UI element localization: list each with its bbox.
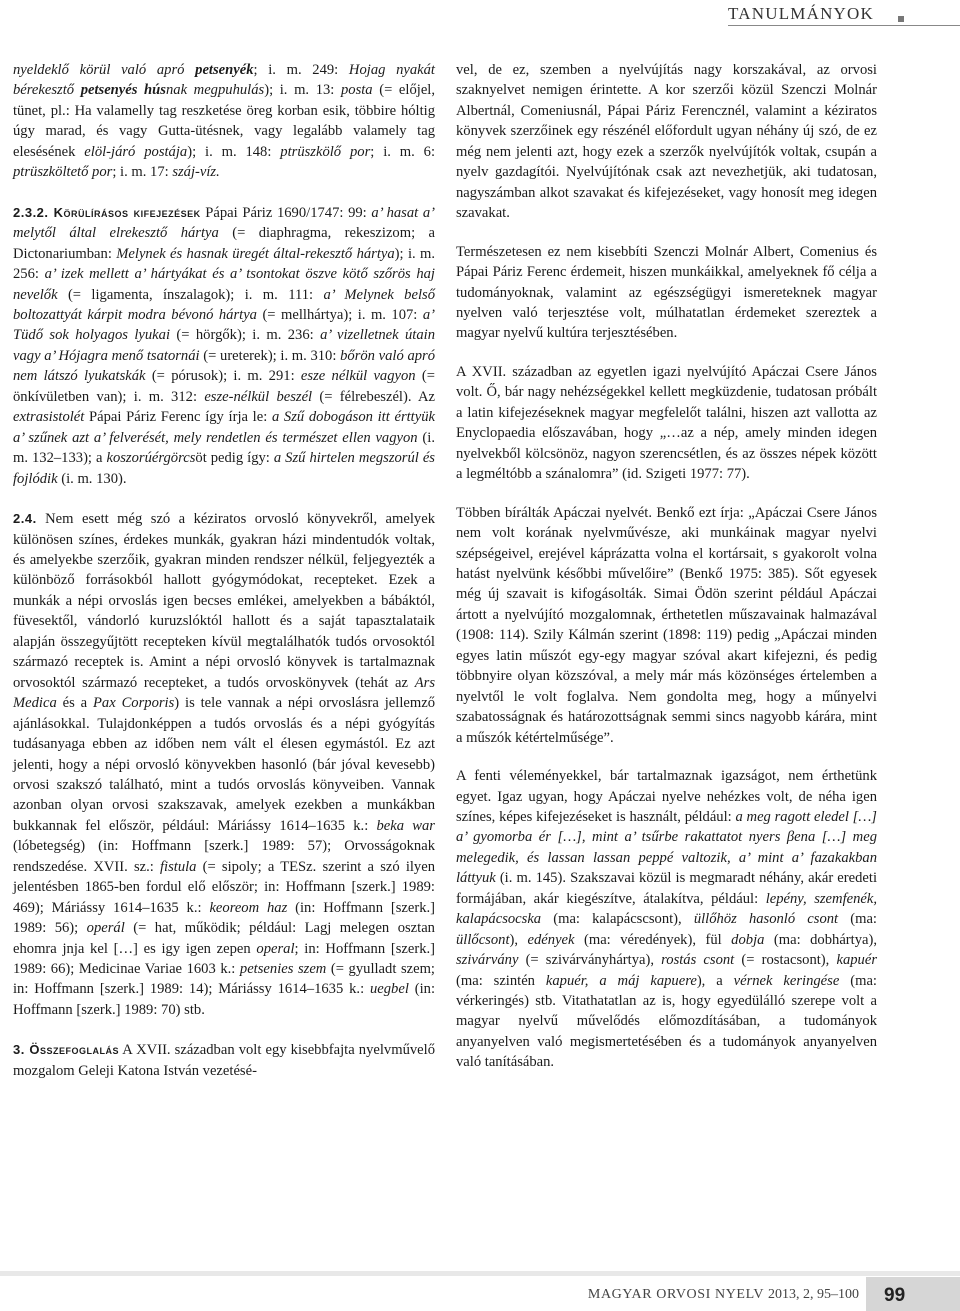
paragraph-right-1 (456, 60, 877, 224)
italic-term: fistula (159, 858, 197, 875)
italic-term: a meg ragott eledel […] a’ gyomorba ér […], mint a’ tsűrbe rakattatot nyers βena […] meg melegedik, és lassan lassan peppé valtozik, a’ mint a’ fazakakban láttyuk (456, 808, 877, 887)
text-run: (ma: véredények), fül (574, 931, 732, 948)
text-run: (i. m. 145). Szakszavai közül is megmaradt néhány, akár eredeti formájában, akár kiegészítve, átalakítva, például: (456, 870, 877, 907)
left-column (13, 60, 435, 1081)
italic-term: a Szű hirtelen megszorúl és fojlódik (13, 450, 435, 487)
italic-term: uegbel (369, 981, 409, 998)
italic-term: elöl-járó postája (84, 143, 188, 160)
paragraph-right-3 (456, 362, 877, 485)
text-run: (ma: szintén (456, 972, 546, 989)
text-run: (= ligamenta, ínszalagok); i. m. 111: (57, 286, 324, 303)
italic-term: ptrüszköltető por (13, 164, 113, 181)
text-run: ; in: Hoffmann [szerk.] 1989: 66); Medicinae Variae 1603 k.: (13, 940, 435, 978)
italic-term: koszorúérgörcs (106, 450, 196, 467)
bold-italic-term: petsenyék (195, 62, 254, 78)
text-run: (ma: kalapácscsont), (541, 911, 694, 928)
text-run: A XVII. században az egyetlen igazi nyelvújító Apáczai Csere János volt. Ő, bár nagy nehézségekkel kellett megküzdenie, tudatosan próbált a latin kifejezéseknek magyar megfelelőt találni, hiszen azt vallotta az Enyclopaedia előszavában, hogy „…az a nép, amely minden idegen nyelvekből kölcsönöz, nagyon szerencsétlen, és az összes népek között a legméltóbb a szánalomra” (id. Szigeti 1977: 77). (456, 363, 877, 483)
text-run: (= félrebeszél). Az (312, 388, 435, 405)
italic-term: kapuér (836, 952, 877, 969)
section-heading: 2.4. (13, 511, 37, 527)
text-run: ); i. m. 256: (13, 245, 435, 283)
text-run: (in: Hoffmann [szerk.] 1989: 70) stb. (13, 981, 436, 1018)
text-run: (= ureterek); i. m. 310: (199, 347, 341, 364)
running-header (726, 0, 960, 30)
italic-term: a Szű dobogáson itt érttyük a’ szűnek azt a’ felverését, mely rendetlen és természet ellen vagyon (13, 409, 435, 446)
italic-term: operal (256, 940, 295, 957)
text-run: (in: Hoffmann [szerk.] 1989: 56); (13, 899, 436, 937)
text-run: (= gyulladt szem; in: Hoffmann [szerk.] 1989: 14); Máriássy 1614–1635 k.: (13, 961, 435, 998)
italic-term: edények (527, 931, 575, 948)
text-run: (= hörgők); i. m. 236: (170, 327, 321, 344)
right-column (456, 60, 877, 1073)
italic-term: bőrön való apró nem látszó lyukatskák (13, 347, 436, 385)
italic-term: Ars Medica (13, 674, 435, 712)
text-run: ), (509, 931, 528, 948)
italic-term: esze-nélkül beszél (204, 388, 313, 405)
header-square-ornament (898, 16, 904, 22)
paragraph-section-2-3-2 (13, 203, 435, 489)
footer-citation (588, 1287, 859, 1303)
text-run: (ma: (838, 911, 877, 928)
italic-term: üllőcsont (456, 931, 510, 948)
paragraph-continuation (13, 60, 435, 183)
italic-term: Hojag nyakát bérekesztő (13, 62, 435, 99)
italic-term: operál (86, 920, 125, 937)
italic-term: beka war (376, 817, 435, 834)
italic-term: rostás csont (661, 952, 735, 969)
text-run: vel, de ez, szemben a nyelvújítás nagy korszakával, az orvosi szaknyelvet nemigen érintette. A kor szerzői közül Szenczi Molnár Albertnál, Comeniusnál, Pápai Páriz Ferencznél, valamint a kéziratos könyvek szerzőinek egy részénél előfordult ugyan néhány új szó, de ez még nem jelenti azt, hogy ezek a szerzők nyelvújítók voltak, csupán a nyelv gazdagítói. Nyelvújítónak csak azt nevezhetjük, aki tudatosan, nagyszámban alkot szavakat és kifejezéseket, vagy honosít meg idegen szavakat. (456, 62, 877, 222)
text-run: (ma: dobhártya), (764, 931, 877, 948)
text-run: Pápai Páriz Ferenc így írja le: (84, 409, 272, 426)
italic-term: dobja (731, 931, 765, 948)
bold-italic-term: petsenyés hús (80, 82, 166, 99)
text-run: A XVII. században volt egy kisebbfajta nyelvművelő mozgalom Geleji Katona István vezetésé- (13, 1042, 435, 1079)
text-run: ; i. m. 249: (253, 62, 349, 78)
paragraph-right-5 (456, 766, 877, 1073)
page-number: 99 (884, 1285, 906, 1306)
footer-bar (0, 1271, 960, 1276)
italic-term: ptrüszkölő por (280, 143, 371, 160)
text-run: ); i. m. 13: (264, 82, 341, 99)
italic-term: üllőhöz hasonló csont (693, 911, 839, 928)
italic-term: szivárvány (456, 952, 519, 969)
italic-term: a’ Tüdő sok holyagos lyukai (13, 306, 435, 344)
text-run: ; i. m. 17: (112, 164, 173, 181)
italic-term: kapuér, a máj kapuere (545, 972, 697, 989)
text-run: öt pedig így: (195, 450, 274, 467)
text-run: (i. m. 132–133); a (13, 429, 435, 467)
text-run: Többen bírálták Apáczai nyelvét. Benkő ezt írja: „Apáczai Csere János nem volt korának nyelvművésze, aki munkáinak magyar nyelvi szépségeivel, erejével káprázatta volna el kortársait, s gyakorolt volna hatást nyelvünk későbbi művelőire” (Benkő 1975: 385). Sőt egyesek még új szavait is kifogásolták. Simai Ödön szerint például Apáczai ártott a nyelvújító mozgalomnak, érthetetlen műszavainak halmazával (1908: 114). Szily Kálmán szerint (1898: 119) pedig „Apáczai minden egyes latin műszót egy-egy magyar szóval akart kifejezni, és pedig többnyire olyan közszóval, a mely már más közönséges értelemben a nyelvtől le volt foglalva. Nem gondolta meg, hogy a műnyelvi szabatosságnak és határozottságnak semmi sincs nagyobb kárára, mint a műszók kétértelműsége”. (456, 504, 877, 746)
journal-name: MAGYAR ORVOSI NYELV (587, 1287, 764, 1302)
text-run: (ma: vérkeringés) stb. Vitathatatlan az is, hogy egyedülálló szerepe volt a magyar nyelvű művelődés előmozdításában, a tudományok anyanyelven való megismertetésében és a tudományok anyanyelven való tanításában. (456, 972, 877, 1071)
paragraph-section-2-4 (13, 509, 435, 1020)
text-run: Természetesen ez nem kisebbíti Szenczi Molnár Albert, Comenius és Pápai Páriz Ferenc érdemeit, hiszen munkáikkal, amelyeknek fő célja a tudományoknak, valamint az egészségügyi ismereteknek magyar nyelven való terjesztése volt, múlhatatlan érdemeket szereztek a magyar nyelvű kultúra terjesztésében. (456, 243, 877, 342)
page-footer (0, 1271, 960, 1311)
section-label: TANULMÁNYOK (728, 4, 874, 23)
text-run: (i. m. 130). (57, 470, 127, 487)
text-run: ) is tele vannak a népi orvoslásra jellemző ajánlásokkal. Tulajdonképpen a tudós orvoslás és a népi gyógyítás tudásanyaga ebben az időben nem vált el élesen egymástól. Ez azt jelenti, hogy a népi orvosló könyvekben hasonló (bár jóval kevesebb) orvosi szakszó található, mint a tudós orvoslás könyveiben. Vannak azonban olyan orvosi szakszavak, amelyek ezekben a munkákban bukkannak fel először, például: Máriássy 1614–1635 k.: (13, 695, 435, 834)
text-run: ), a (696, 972, 734, 989)
text-run: (= hat, működik; például: Lagj melegen osztan ehomra jnja kel […] es igy igen zepen (13, 920, 435, 957)
italic-term: a’ vizelletnek útain vagy a’ Hójagra menő tsatornái (13, 327, 435, 364)
issue-pages: 2013, 2, 95–100 (768, 1287, 859, 1302)
italic-term: posta (340, 82, 373, 99)
text-run: és a (56, 695, 94, 712)
text-run: (= előjel, tünet, pl.: Ha valamelly tag reszketése öreg korban esik, többire hóltig úgy marad, és vagy Gutta-ütésnek, vagy legalább valamely tag elesésének (13, 82, 435, 160)
italic-term: a’ izek mellett a’ hártyákat és a’ tsontokat öszve kötő szőrös haj nevelők (13, 266, 435, 303)
header-rule (728, 25, 960, 26)
italic-term: extrasistolét (13, 409, 85, 426)
section-heading: 2.3.2. Körülírásos kifejezések (13, 204, 201, 220)
italic-term: lepény, szemfenék, kalapácsocska (456, 890, 877, 928)
text-run: (= rostacsont), (734, 952, 837, 969)
italic-term: petsenies szem (239, 961, 327, 978)
text-run: Nem esett még szó a kéziratos orvosló könyvekről, amelyek különösen színes, érdekes munkák, gyakran házi mindentudók voltak, és amelyekbe szerzőik, gyakran minden rendszer nélkül, feljegyezték a különböző forrásokból hallott gyógymódokat, recepteket. Ezek a munkák a népi orvoslás igen becses emlékei, amelyekben a bábáktól, füvesektől, vándorló kuruzslóktól hallott és a saját tapasztalataik alapján összegyűjtött recepteken kívül megtalálhatók tudós orvosoktól származó receptek is. Amint a népi orvosló könyvek is tartalmaznak orvosoktól származó recepteket, a tudós orvoskönyvek (tehát az (13, 511, 435, 691)
italic-term: a’ Melynek belső boltozattyát kárpit modra bévonó hártya (13, 286, 435, 323)
italic-term: esze nélkül vagyon (300, 368, 416, 385)
text-run: (= szivárványhártya), (518, 952, 662, 969)
paragraph-section-3 (13, 1040, 435, 1081)
paragraph-right-2 (456, 242, 877, 344)
text-run: (lóbetegség) (in: Hoffmann [szerk.] 1989: 57); Orvosságoknak rendszedése. XVII. sz.: (13, 838, 435, 875)
text-run: (= pórusok); i. m. 291: (145, 368, 301, 385)
paragraph-right-4 (456, 503, 877, 748)
text-run: (= sipoly; a TESz. szerint a szó ilyen jelentésben 1865-ben fordul elő először; in: Hoffmann [szerk.] 1989: 469); Máriássy 1614–1635 k.: (13, 858, 435, 916)
italic-term: száj-víz. (172, 164, 220, 181)
text-run: (= mellhártya); i. m. 107: (256, 306, 423, 323)
italic-term: nak megpuhulás (165, 82, 265, 99)
italic-term: vérnek keringése (733, 972, 840, 989)
text-run: (= önkívületben van); i. m. 312: (13, 368, 435, 405)
text-run: (= diaphragma, rekeszizom; a Dictonariumban: (13, 225, 435, 262)
italic-term: Melynek és hasnak üregét által-rekesztő hártya (116, 245, 395, 262)
italic-term: nyeldeklő körül való apró (13, 62, 196, 78)
italic-term: Pax Corporis (93, 695, 175, 712)
text-run: Pápai Páriz 1690/1747: 99: (200, 204, 372, 221)
italic-term: a’ hasat a’ melytől által elrekesztő hártya (13, 204, 435, 242)
text-run: ); i. m. 148: (187, 143, 281, 160)
page-number-box (866, 1277, 960, 1311)
text-run: ; i. m. 6: (370, 143, 436, 160)
section-heading: 3. Összefoglalás (13, 1042, 120, 1058)
italic-term: keoreom haz (209, 899, 288, 916)
text-run: A fenti véleményekkel, bár tartalmaznak igazságot, nem érthetünk egyet. Igaz ugyan, hogy Apáczai nyelve nehézkes volt, de néha igen színes, képes kifejezéseket is használt, például: (456, 768, 877, 825)
